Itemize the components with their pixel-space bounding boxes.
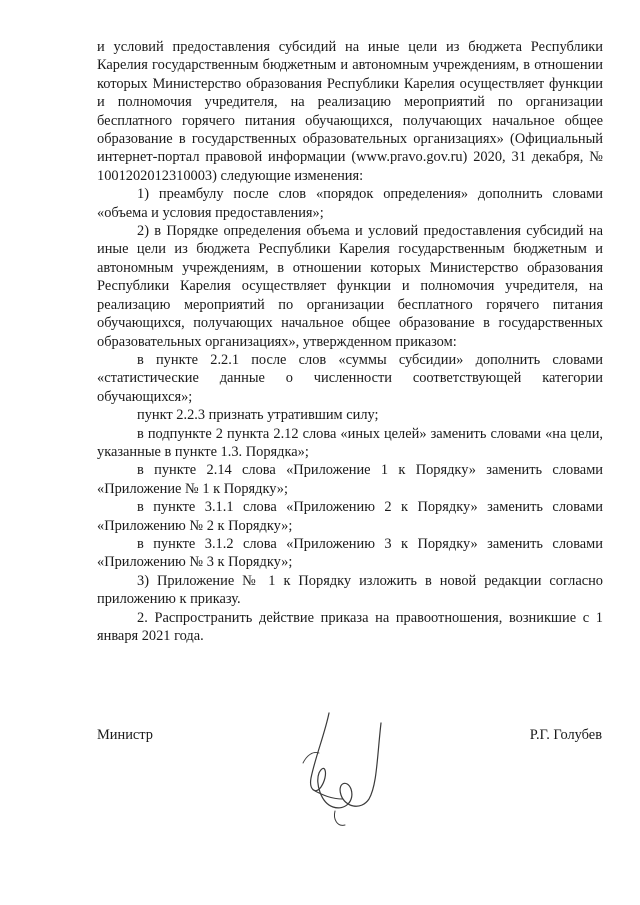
paragraph-item-2: 2) в Порядке определения объема и условий предоставления субсидий на иные цели из бюджета Республики Карелия государственным бюджетным и автономным учреждениям, в отношении которых Министерство образования Республики Карелия осуществляет функции и полномочия учредителя, на реализацию мероприятий по организации бесплатного горячего питания обучающихся, получающих начальное общее образование в государственных образовательных организациях», утвержденном приказом: <box>97 223 603 350</box>
paragraph-point-3-1-2: в пункте 3.1.2 слова «Приложению 3 к Порядку» заменить словами «Приложению № 3 к Порядку»; <box>97 535 603 571</box>
paragraph-point-3-1-1: в пункте 3.1.1 слова «Приложению 2 к Порядку» заменить словами «Приложению № 2 к Порядку»; <box>97 499 603 534</box>
document-body <box>97 38 603 645</box>
paragraph-clause-2: 2. Распространить действие приказа на правоотношения, возникшие с 1 января 2021 года. <box>97 609 603 644</box>
paragraph-amendment-intro: и условий предоставления субсидий на иные цели из бюджета Республики Карелия государственным бюджетным и автономным учреждениям, в отношении которых Министерство образования Республики Карелия осуществляет функции и полномочия учредителя, на реализацию мероприятий по организации бесплатного горячего питания обучающихся, получающих начальное общее образование в государственных образовательных организациях» (Официальный интернет-портал правовой информации (www.pravo.gov.ru) 2020, 31 декабря, № 1001202012310003) следующие изменения: <box>97 39 603 184</box>
paragraph-item-1: 1) преамбулу после слов «порядок определения» дополнить словами «объема и условия предоставления»; <box>97 186 603 221</box>
paragraph-point-2-14: в пункте 2.14 слова «Приложение 1 к Порядку» заменить словами «Приложение № 1 к Порядку»; <box>97 462 603 497</box>
paragraph-point-2-2-3: пункт 2.2.3 признать утратившим силу; <box>137 407 379 424</box>
paragraph-item-3: 3) Приложение № 1 к Порядку изложить в новой редакции согласно приложению к приказу. <box>97 572 603 608</box>
paragraph-point-2-12: в подпункте 2 пункта 2.12 слова «иных целей» заменить словами «на цели, указанные в пункте 1.3. Порядка»; <box>97 425 603 460</box>
paragraph-point-2-2-1: в пункте 2.2.1 после слов «суммы субсидии» дополнить словами «статистические данные о численности соответствующей категории обучающихся»; <box>97 351 603 405</box>
handwritten-signature-icon <box>285 703 405 833</box>
signatory-name: Р.Г. Голубев <box>529 727 602 743</box>
signatory-position: Министр <box>97 727 153 743</box>
